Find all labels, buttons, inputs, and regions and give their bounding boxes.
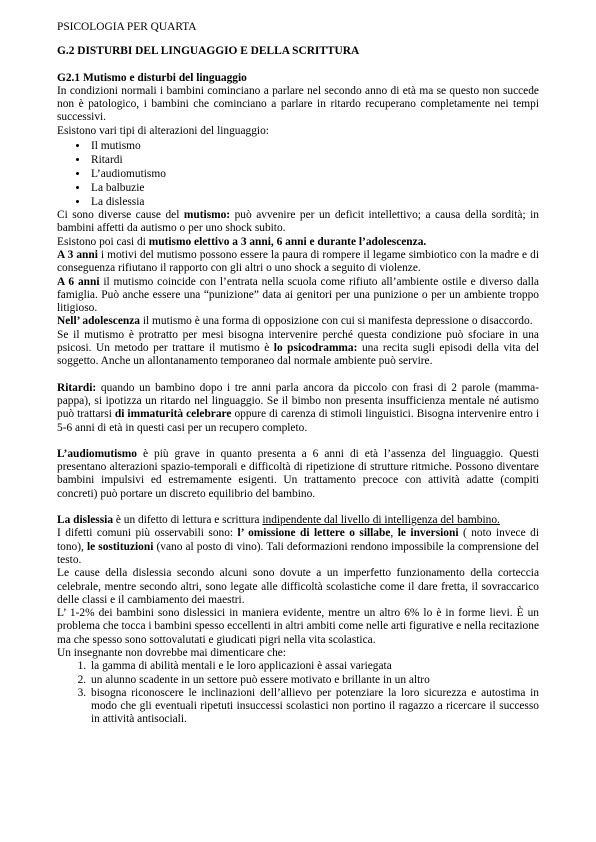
list-item: 1. la gamma di abilità mentali e le loro applicazioni è assai variegata [89, 660, 539, 673]
percent-paragraph: L’ 1-2% dei bambini sono dislessici in maniera evidente, mentre un altro 6% lo è in forme lievi. È un problema che tocca i bambini spesso eccellenti in altri ambiti come nelle arti figurative e nella recitazione ma che spesso sono sottovalutati e giudicati pigri nella vita scolastica. [57, 607, 539, 646]
list-item: • Il mutismo [89, 139, 539, 153]
list-item: 2. un alunno scadente in un settore può essere motivato e brillante in un altro [89, 674, 539, 687]
intro-paragraph: In condizioni normali i bambini cominciano a parlare nel secondo anno di età ma se questo non succede non è patologico, i bambini che cominciano a parlare in ritardo recuperano completamente nei tempi successivi. [57, 84, 539, 124]
age3-paragraph: A 3 anni i motivi del mutismo possono essere la paura di rompere il legame simbiotico con la madre e di conseguenza rifiutano il rapporto con gli altri o uno shock a seguito di violenze. [57, 248, 539, 275]
spacer [57, 501, 539, 514]
subsection-title: G2.1 Mutismo e disturbi del linguaggio [57, 71, 247, 84]
section-title: G.2 DISTURBI DEL LINGUAGGIO E DELLA SCRITTURA [57, 45, 360, 58]
types-list [57, 139, 539, 209]
spacer [57, 435, 539, 448]
list-item: • L’audiomutismo [89, 167, 539, 181]
document-body [57, 21, 539, 727]
causes-paragraph: Ci sono diverse cause del mutismo: può avvenire per un deficit intellettivo; a causa della sordità; in bambini affetti da autismo o per uno shock subito. [57, 209, 539, 235]
elective-paragraph: Esistono poi casi di mutismo elettivo a 3 anni, 6 anni e durante l’adolescenza. [57, 235, 427, 248]
list-item: • La dislessia [89, 195, 539, 209]
psicodramma-paragraph: Se il mutismo è protratto per mesi bisogna intervenire perché questa condizione può sfociare in una psicosi. Un metodo per trattare il mutismo è lo psicodramma: una recita sugli episodi della vita del soggetto. Anche un allontanamento temporaneo dal normale ambiente può servire. [57, 328, 539, 368]
list-item: • Ritardi [89, 153, 539, 167]
list-item: 3. bisogna riconoscere le inclinazioni dell’allievo per potenziare la loro sicurezza e autostima in modo che gli eventuali ripetuti insuccessi scolastici non portino il ragazzo a ricercare il successo in attività antisociali. [89, 687, 539, 727]
spacer [57, 369, 539, 382]
teacher-points-list [57, 660, 539, 726]
teacher-intro: Un insegnante non dovrebbe mai dimenticare che: [57, 646, 286, 659]
audiomutismo-paragraph: L’audiomutismo è più grave in quanto presenta a 6 anni di età l’assenza del linguaggio. Questi presentano alterazioni spazio-temporali e difficoltà di ripetizione di strutture ritmiche. Possono diventare bambini impulsivi ed estremamente esigenti. Un trattamento precoce con attività adatte (compiti concreti) può portare un discreto equilibrio del bambino. [57, 447, 539, 500]
page-header: PSICOLOGIA PER QUARTA [57, 21, 197, 33]
difetti-paragraph: I difetti comuni più osservabili sono: l’ omissione di lettere o sillabe, le inversioni ( noto invece di tono), le sostituzioni (vano al posto di vino). Tali deformazioni rendono impossibile la comprensione del testo. [57, 527, 539, 566]
dislessia-definition: La dislessia è un difetto di lettura e scrittura indipendente dal livello di intelligenza del bambino. [57, 514, 500, 527]
list-item: • La balbuzie [89, 181, 539, 195]
cause-dislessia-paragraph: Le cause della dislessia secondo alcuni sono dovute a un imperfetto funzionamento della corteccia celebrale, mentre secondo altri, sono legate alle difficoltà scolastiche come il dare fretta, il sovraccarico delle classi e il cambiamento dei maestri. [57, 567, 539, 606]
age6-paragraph: A 6 anni il mutismo coincide con l’entrata nella scuola come rifiuto all’ambiente ostile e diverso dalla famiglia. Può anche essere una “punizione” data ai genitori per una punizione o per un ambiente troppo litigioso. [57, 275, 539, 315]
types-intro: Esistono vari tipi di alterazioni del linguaggio: [57, 124, 269, 137]
ritardi-paragraph: Ritardi: quando un bambino dopo i tre anni parla ancora da piccolo con frasi di 2 parole (mamma-pappa), si ipotizza un ritardo nel linguaggio. Se il bimbo non presenta insufficienza mentale né autismo può trattarsi di immaturità celebrare oppure di carenza di stimoli linguistici. Bisogna intervenire entro i 5-6 anni di età in questi casi per un recupero completo. [57, 381, 539, 434]
adolescence-paragraph: Nell’ adolescenza il mutismo è una forma di opposizione con cui si manifesta depressione o disaccordo. [57, 315, 533, 328]
